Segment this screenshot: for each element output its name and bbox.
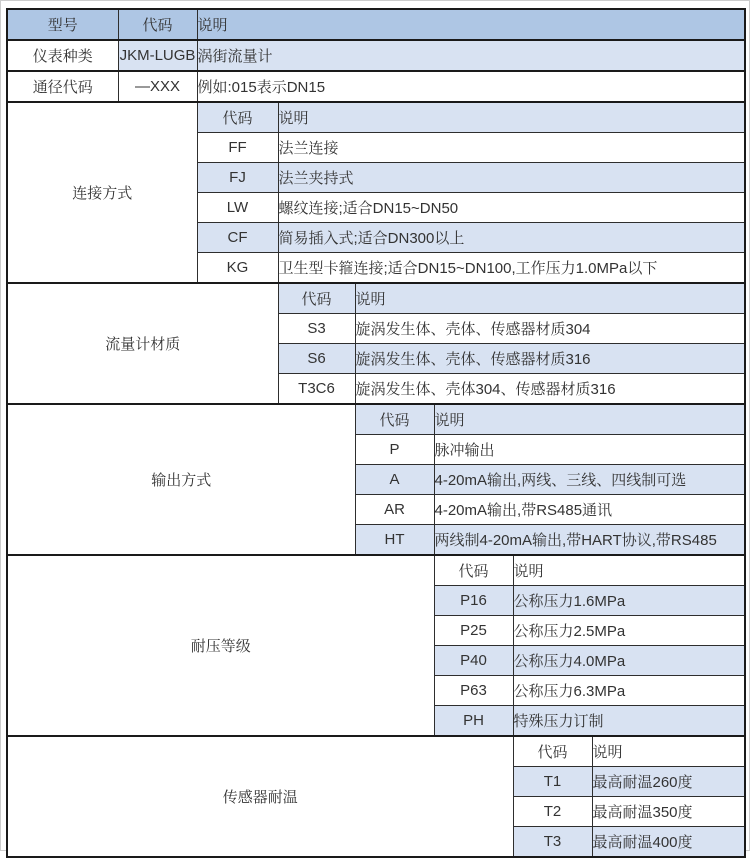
row-diameter-code <box>7 71 745 102</box>
code-cell: A <box>355 465 434 495</box>
subheader-code: 代码 <box>355 404 434 435</box>
subheader-desc: 说明 <box>592 736 745 767</box>
desc-cell: 公称压力2.5MPa <box>513 616 745 646</box>
header-code: 代码 <box>118 9 197 40</box>
code-cell: P40 <box>434 646 513 676</box>
code-cell: P63 <box>434 676 513 706</box>
code-cell: —XXX <box>118 71 197 102</box>
section-label-temperature: 传感器耐温 <box>7 736 513 857</box>
code-cell: FF <box>197 133 278 163</box>
code-cell: AR <box>355 495 434 525</box>
desc-cell: 简易插入式;适合DN300以上 <box>278 223 745 253</box>
desc-cell: 最高耐温350度 <box>592 797 745 827</box>
desc-cell: 法兰夹持式 <box>278 163 745 193</box>
subheader-desc: 说明 <box>513 555 745 586</box>
subheader-code: 代码 <box>434 555 513 586</box>
code-cell: P25 <box>434 616 513 646</box>
desc-cell: 螺纹连接;适合DN15~DN50 <box>278 193 745 223</box>
code-cell: P <box>355 435 434 465</box>
desc-cell: 卫生型卡箍连接;适合DN15~DN100,工作压力1.0MPa以下 <box>278 253 745 284</box>
code-cell: T3C6 <box>278 374 355 405</box>
code-cell: P16 <box>434 586 513 616</box>
code-cell: CF <box>197 223 278 253</box>
code-cell: PH <box>434 706 513 737</box>
code-cell: S6 <box>278 344 355 374</box>
desc-cell: 公称压力1.6MPa <box>513 586 745 616</box>
section-connection <box>7 102 745 133</box>
desc-cell: 旋涡发生体、壳体、传感器材质316 <box>355 344 745 374</box>
header-desc: 说明 <box>197 9 745 40</box>
row-instrument-type <box>7 40 745 71</box>
subheader-desc: 说明 <box>355 283 745 314</box>
section-label-diameter-code: 通径代码 <box>7 71 118 102</box>
section-temperature <box>7 736 745 767</box>
code-cell: T1 <box>513 767 592 797</box>
code-cell: HT <box>355 525 434 556</box>
desc-cell: 旋涡发生体、壳体304、传感器材质316 <box>355 374 745 405</box>
desc-cell: 两线制4-20mA输出,带HART协议,带RS485 <box>434 525 745 556</box>
desc-cell: 例如:015表示DN15 <box>197 71 745 102</box>
subheader-desc: 说明 <box>434 404 745 435</box>
desc-cell: 4-20mA输出,两线、三线、四线制可选 <box>434 465 745 495</box>
header-row <box>7 9 745 40</box>
subheader-code: 代码 <box>197 102 278 133</box>
section-output <box>7 404 745 435</box>
subheader-code: 代码 <box>513 736 592 767</box>
desc-cell: 涡街流量计 <box>197 40 745 71</box>
code-cell: T2 <box>513 797 592 827</box>
section-label-connection: 连接方式 <box>7 102 197 283</box>
section-label-pressure: 耐压等级 <box>7 555 434 736</box>
code-cell: KG <box>197 253 278 284</box>
section-material <box>7 283 745 314</box>
code-cell: FJ <box>197 163 278 193</box>
subheader-code: 代码 <box>278 283 355 314</box>
desc-cell: 公称压力4.0MPa <box>513 646 745 676</box>
desc-cell: 脉冲输出 <box>434 435 745 465</box>
subheader-desc: 说明 <box>278 102 745 133</box>
section-label-output: 输出方式 <box>7 404 355 555</box>
code-cell: LW <box>197 193 278 223</box>
desc-cell: 法兰连接 <box>278 133 745 163</box>
desc-cell: 最高耐温260度 <box>592 767 745 797</box>
section-label-material: 流量计材质 <box>7 283 278 404</box>
section-label-instrument-type: 仪表种类 <box>7 40 118 71</box>
desc-cell: 特殊压力订制 <box>513 706 745 737</box>
desc-cell: 公称压力6.3MPa <box>513 676 745 706</box>
model-selection-table <box>6 8 746 858</box>
code-cell: JKM-LUGB <box>118 40 197 71</box>
code-cell: S3 <box>278 314 355 344</box>
section-pressure <box>7 555 745 586</box>
desc-cell: 旋涡发生体、壳体、传感器材质304 <box>355 314 745 344</box>
header-model: 型号 <box>7 9 118 40</box>
desc-cell: 最高耐温400度 <box>592 827 745 858</box>
desc-cell: 4-20mA输出,带RS485通讯 <box>434 495 745 525</box>
code-cell: T3 <box>513 827 592 858</box>
